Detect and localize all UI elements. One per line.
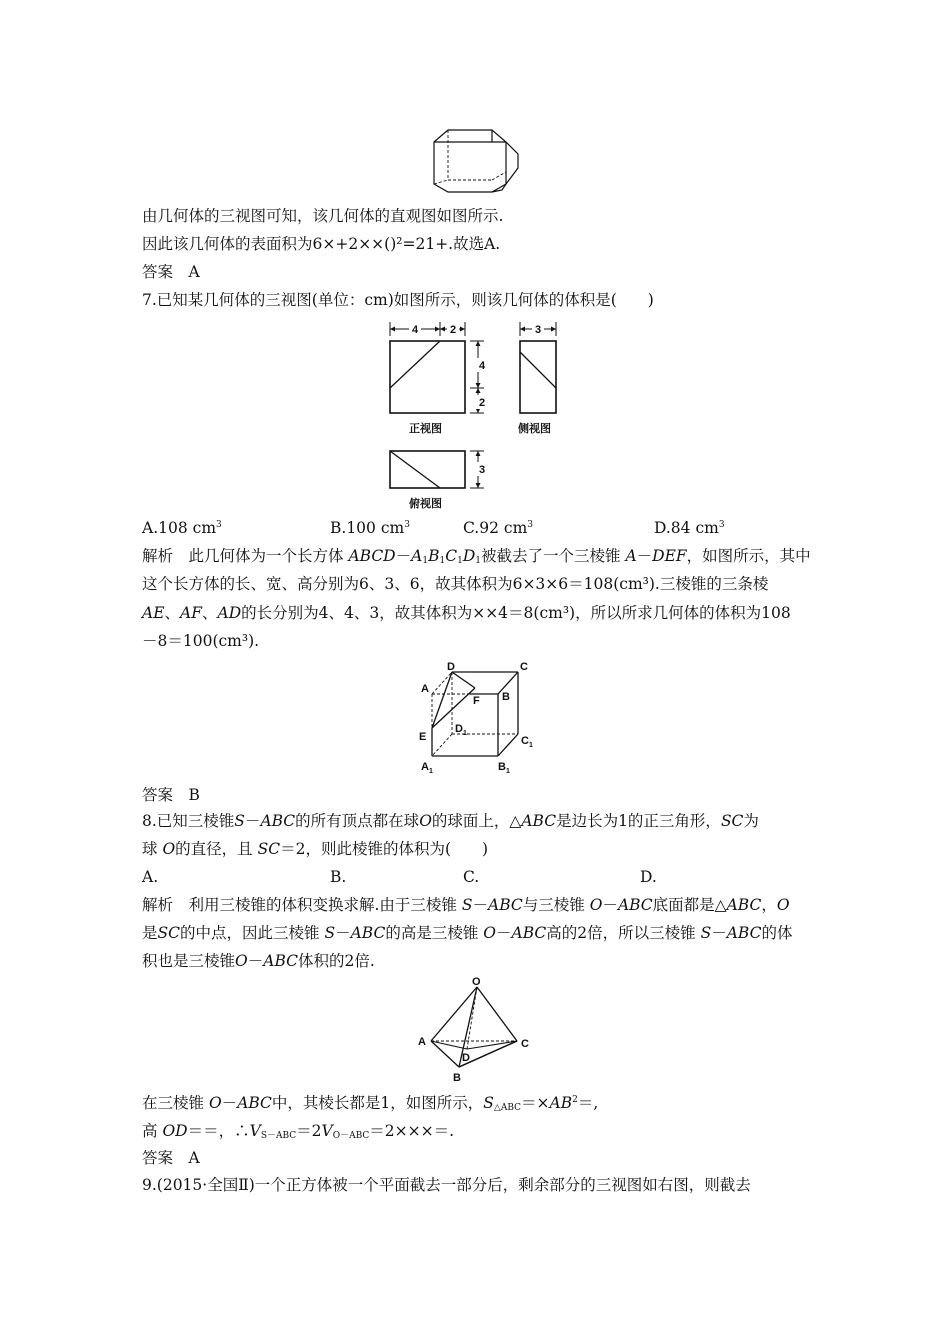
dim-label: 4: [411, 324, 419, 336]
label-F: F: [473, 695, 480, 707]
dim-label: 3: [534, 324, 542, 336]
q7-solution-line-3: AE、AF、AD的长分别为4、4、3，故其体积为××4＝8(cm³)，所以所求几何体的体积为108: [142, 604, 791, 622]
q7-option-b: B.100 $cm^3$: [330, 519, 410, 537]
q8-stem-line-2: 球 O的直径，且 SC＝2，则此棱锥的体积为( ): [142, 840, 489, 858]
q7-stem: 7.已知某几何体的三视图(单位：cm)如图所示，则该几何体的体积是( ): [142, 291, 654, 309]
dim-label: 2: [478, 397, 486, 409]
pyramid-figure: [415, 975, 540, 1085]
q7-option-d: D.84 $cm^3$: [654, 519, 725, 537]
q8-solution-line-3: 积也是三棱锥O－ABC体积的2倍.: [142, 952, 375, 970]
label-A: A: [418, 1036, 426, 1048]
intro-answer: 答案 A: [142, 263, 200, 281]
dim-label: 2: [449, 324, 457, 336]
q8-solution-line-1: 解析 利用三棱锥的体积变换求解.由于三棱锥 S－ABC与三棱锥 O－ABC底面都是△ABC，O: [142, 896, 790, 914]
label-D: D: [462, 1052, 470, 1064]
intro-line-2: 因此该几何体的表面积为6×+2××()²=21+.故选A.: [142, 235, 501, 253]
label-O: O: [472, 976, 481, 988]
front-view-caption: 正视图: [409, 423, 442, 435]
q7-option-a: A.108 $cm^3$: [142, 519, 222, 537]
q8-stem-line-1: 8.已知三棱锥S－ABC的所有顶点都在球O的球面上，△ABC是边长为1的正三角形，SC为: [142, 812, 759, 830]
q8-option-d: D.: [640, 868, 657, 886]
cuboid-figure: [415, 658, 545, 776]
label-D1: $D_1$: [455, 723, 467, 737]
top-view-caption: 俯视图: [409, 498, 442, 510]
q7-solution-line-4: －8＝100(cm³).: [142, 632, 260, 650]
three-views-figure: [380, 318, 570, 518]
dim-label: 4: [478, 360, 486, 372]
side-view-caption: 侧视图: [518, 423, 551, 435]
q8-option-b: B.: [330, 868, 347, 886]
label-B: B: [502, 691, 510, 703]
label-A1: $A_1$: [421, 761, 433, 775]
q8-option-a: A.: [142, 868, 159, 886]
label-E: E: [419, 731, 427, 743]
label-B1: $B_1$: [498, 761, 510, 775]
label-B: B: [453, 1072, 461, 1084]
label-A: A: [421, 683, 429, 695]
q7-option-c: C.92 $cm^3$: [463, 519, 533, 537]
q8-after-line-2: 高 OD＝＝，$\therefore V_{S-ABC}=2V_{O-ABC}=2\times\times\times=$.: [142, 1122, 455, 1141]
label-C1: $C_1$: [521, 735, 533, 749]
q7-answer: 答案 B: [142, 786, 200, 804]
solid-figure: [430, 128, 525, 200]
q8-after-line-1: 在三棱锥 O－ABC中，其棱长都是1，如图所示，$S_{\triangle ABC}=\times AB^2=$,: [142, 1094, 599, 1113]
q7-solution-line-1: 解析 此几何体为一个长方体 $ABCD-A_1B_1C_1D_1$被截去了一个三棱锥 A－DEF，如图所示，其中: [142, 547, 811, 566]
q8-solution-line-2: 是SC的中点，因此三棱锥 S－ABC的高是三棱锥 O－ABC高的2倍，所以三棱锥 S－ABC的体: [142, 924, 793, 942]
label-D: D: [447, 661, 455, 673]
q8-answer: 答案 A: [142, 1149, 200, 1167]
q8-option-c: C.: [463, 868, 480, 886]
dim-label: 3: [478, 464, 486, 476]
label-C: C: [521, 1038, 529, 1050]
label-C: C: [520, 661, 528, 673]
q7-solution-line-2: 这个长方体的长、宽、高分别为6、3、6，故其体积为6×3×6＝108(cm³).三棱锥的三条棱: [142, 575, 769, 593]
intro-line-1: 由几何体的三视图可知，该几何体的直观图如图所示.: [142, 207, 504, 225]
q9-stem: 9.(2015·全国Ⅱ)一个正方体被一个平面截去一部分后，剩余部分的三视图如右图，则截去: [142, 1176, 751, 1194]
